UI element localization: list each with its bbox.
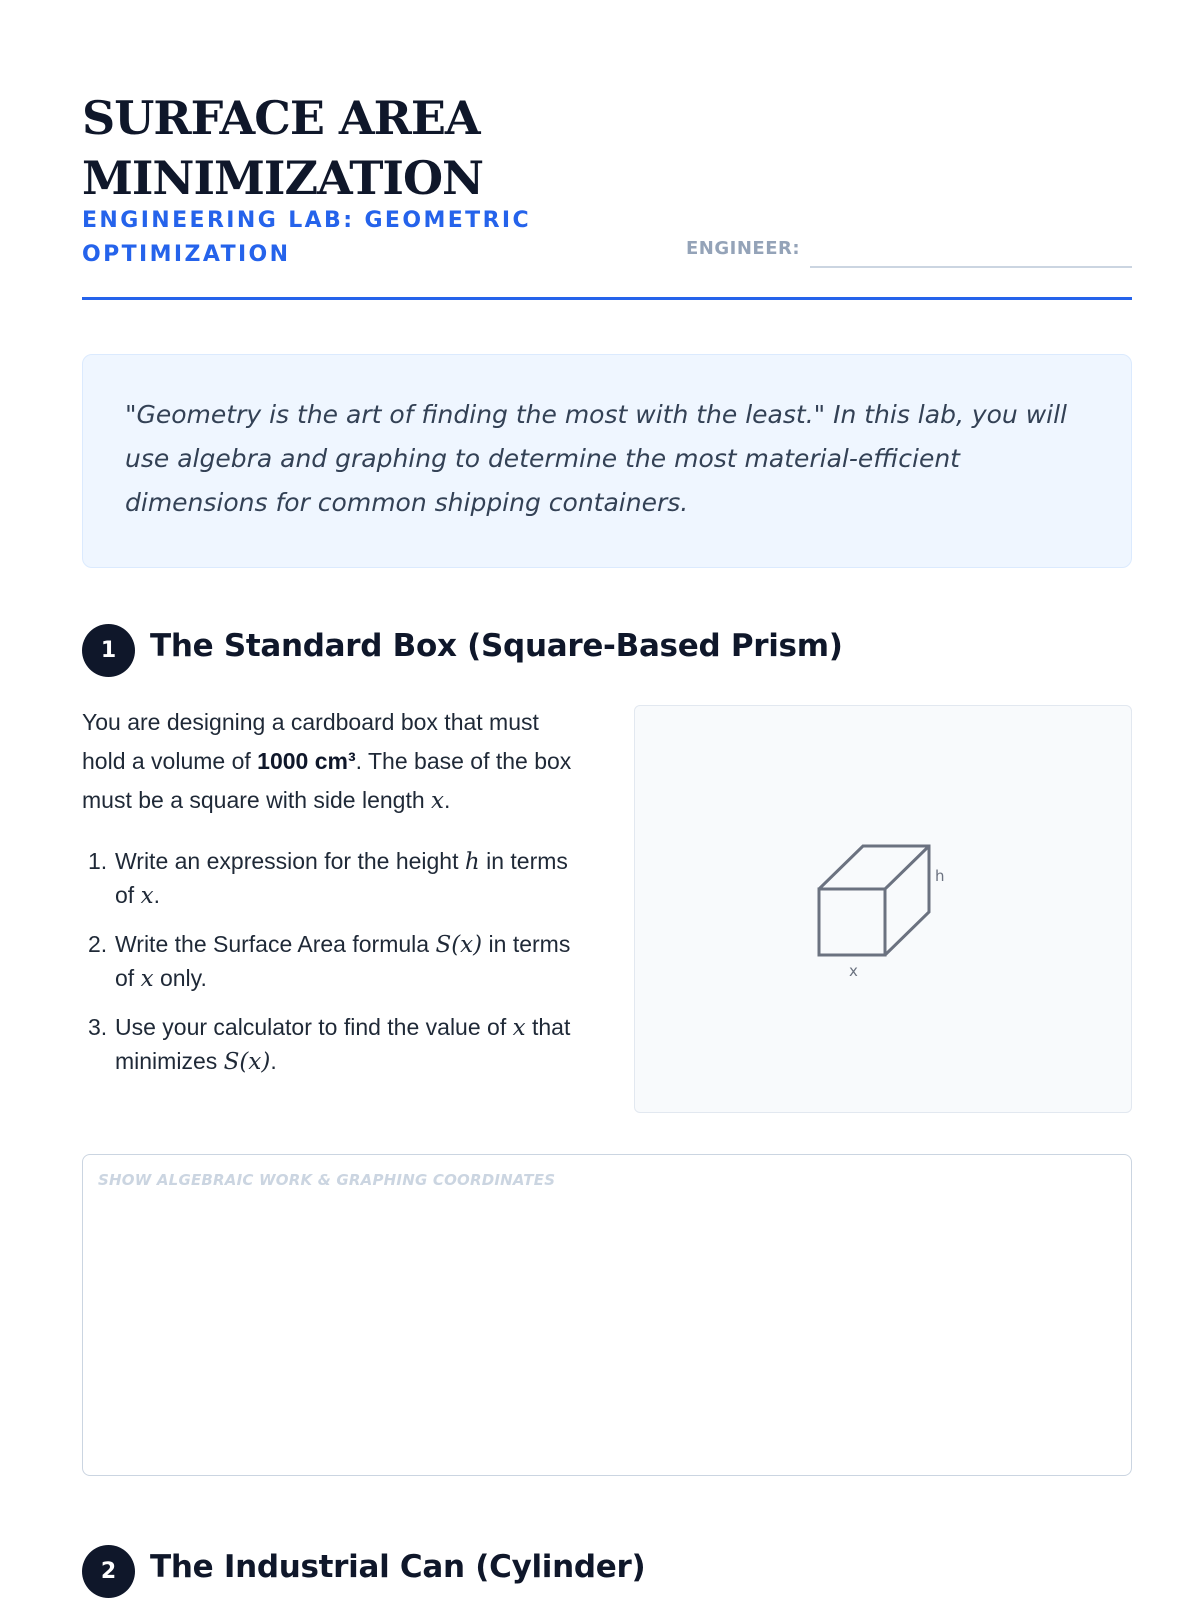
task-number: 3. [88, 1014, 108, 1040]
math-term: S(x) [223, 1049, 271, 1075]
lead-text-middle: . The base of the box must be a square with side length [82, 748, 572, 813]
side-length-label: x [849, 962, 858, 980]
task-text: . [153, 882, 160, 908]
title-line-1: SURFACE AREA [82, 91, 480, 145]
math-term: x [140, 966, 154, 992]
intro-callout [82, 354, 1132, 568]
section-title: The Industrial Can (Cylinder) [150, 1549, 646, 1585]
cube-top-edge [885, 846, 929, 889]
task-text: Write an expression for the height [115, 848, 465, 874]
subtitle-line-2: OPTIMIZATION [82, 242, 291, 267]
work-area-label: SHOW ALGEBRAIC WORK & GRAPHING COORDINATES [98, 1171, 556, 1189]
cube-outline [819, 846, 929, 955]
task-item [82, 928, 582, 996]
subtitle-line-1: ENGINEERING LAB: GEOMETRIC [82, 208, 532, 233]
task-text: that minimizes [115, 1014, 571, 1074]
task-number: 1. [88, 848, 108, 874]
header-divider [82, 297, 1132, 300]
task-list [82, 845, 582, 1079]
task-text: . [270, 1048, 277, 1074]
math-term: x [140, 883, 154, 909]
lead-text-end: . [444, 787, 451, 813]
cube-drawing [635, 706, 1133, 1114]
math-term: S(x) [435, 932, 483, 958]
engineer-name-input[interactable] [810, 234, 1132, 268]
worksheet-header [82, 82, 1132, 300]
section-number-badge: 1 [82, 624, 135, 677]
problem-statement [82, 703, 582, 1094]
math-term: x [512, 1015, 526, 1041]
intro-text: "Geometry is the art of finding the most with the least." In this lab, you will use algebra and graphing to determine the most material-efficient dimensions for common shipping containers. [125, 400, 1068, 517]
engineer-label: ENGINEER: [686, 238, 801, 259]
height-label: h [935, 867, 945, 885]
work-area[interactable] [82, 1154, 1132, 1476]
engineer-field-group [686, 234, 1132, 268]
task-number: 2. [88, 931, 108, 957]
variable-x: x [431, 788, 445, 814]
page-title [82, 88, 642, 208]
page-subtitle [82, 204, 562, 272]
task-text: in terms of [115, 931, 571, 991]
box-diagram [634, 705, 1132, 1113]
volume-value: 1000 cm³ [257, 748, 356, 774]
problem-lead [82, 703, 582, 821]
section-number-badge: 2 [82, 1545, 135, 1598]
math-term: h [464, 849, 480, 875]
cube-front-face [819, 889, 885, 955]
task-text: only. [153, 965, 207, 991]
section-1-heading [82, 622, 1132, 678]
section-2-heading [82, 1543, 1132, 1599]
lead-text-start: You are designing a cardboard box that must hold a volume of [82, 709, 539, 774]
task-item [82, 1011, 582, 1079]
section-title: The Standard Box (Square-Based Prism) [150, 628, 843, 664]
title-line-2: MINIMIZATION [82, 151, 484, 205]
task-text: Use your calculator to find the value of [115, 1014, 513, 1040]
task-text: Write the Surface Area formula [115, 931, 436, 957]
task-item [82, 845, 582, 913]
task-text: in terms of [115, 848, 568, 908]
